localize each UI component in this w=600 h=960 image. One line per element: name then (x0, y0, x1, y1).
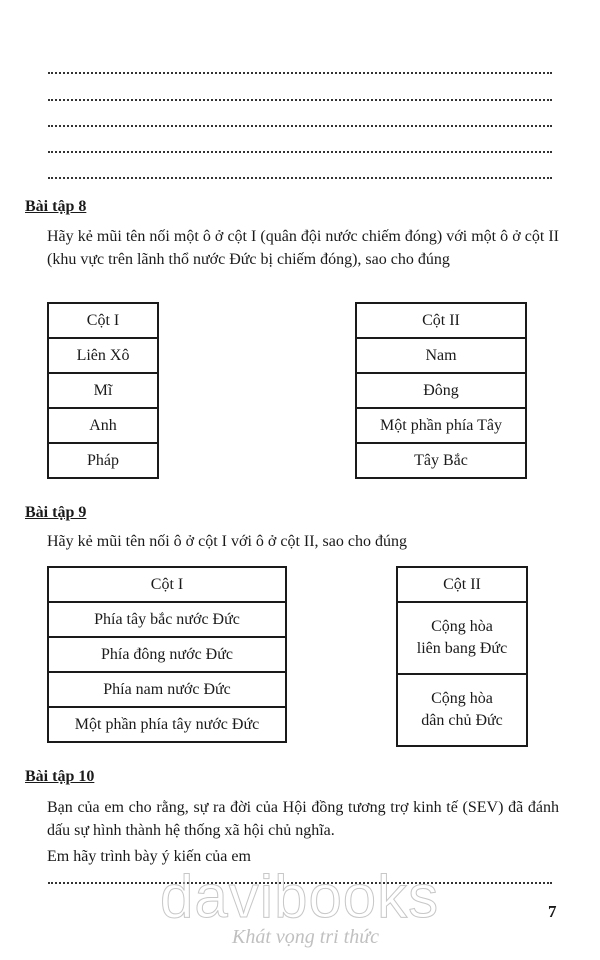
column-1-cell: Một phần phía tây nước Đức (48, 707, 286, 742)
column-2-header: Cột II (397, 567, 527, 602)
exercise-8-column-1-table (47, 302, 159, 479)
column-1-header: Cột I (48, 303, 158, 338)
answer-line (48, 151, 552, 153)
column-2-cell (397, 674, 527, 746)
column-1-cell: Anh (48, 408, 158, 443)
answer-line (48, 125, 552, 127)
exercise-9-column-1-table (47, 566, 287, 743)
column-1-cell: Pháp (48, 443, 158, 478)
exercise-10-text: Bạn của em cho rằng, sự ra đời của Hội đồng tương trợ kinh tế (SEV) đã đánh dấu sự hình thành hệ thống xã hội chủ nghĩa. (47, 799, 559, 839)
column-1-cell: Mĩ (48, 373, 158, 408)
column-1-cell: Phía đông nước Đức (48, 637, 286, 672)
exercise-8-heading: Bài tập 8 (25, 198, 87, 215)
column-2-cell-line: Cộng hòa (431, 618, 493, 635)
watermark-tagline: Khát vọng tri thức (232, 926, 380, 948)
exercise-10-prompt: Em hãy trình bày ý kiến của em (47, 848, 251, 865)
column-2-cell (397, 602, 527, 674)
column-2-cell: Đông (356, 373, 526, 408)
exercise-8-text: Hãy kẻ mũi tên nối một ô ở cột I (quân đội nước chiếm đóng) với một ô ở cột II (khu vực trên lãnh thổ nước Đức bị chiếm đóng), sao cho đúng (47, 228, 559, 268)
column-1-header: Cột I (48, 567, 286, 602)
column-1-cell: Phía nam nước Đức (48, 672, 286, 707)
answer-line (48, 72, 552, 74)
column-2-cell-line: Cộng hòa (431, 690, 493, 707)
exercise-9-column-2-table (396, 566, 528, 747)
column-1-cell: Phía tây bắc nước Đức (48, 602, 286, 637)
column-2-cell-line: liên bang Đức (416, 640, 508, 657)
exercise-10-heading: Bài tập 10 (25, 768, 95, 785)
answer-line (48, 99, 552, 101)
answer-line (48, 177, 552, 179)
exercise-8-column-2-table (355, 302, 527, 479)
column-2-header: Cột II (356, 303, 526, 338)
exercise-9-text: Hãy kẻ mũi tên nối ô ở cột I với ô ở cột II, sao cho đúng (47, 533, 407, 550)
column-2-cell: Tây Bắc (356, 443, 526, 478)
column-1-cell: Liên Xô (48, 338, 158, 373)
column-2-cell-line: dân chủ Đức (421, 712, 503, 729)
column-2-cell: Nam (356, 338, 526, 373)
page-number: 7 (548, 902, 557, 921)
column-2-cell: Một phần phía Tây (356, 408, 526, 443)
watermark-logo: davibooks (160, 863, 440, 930)
exercise-9-heading: Bài tập 9 (25, 504, 87, 521)
